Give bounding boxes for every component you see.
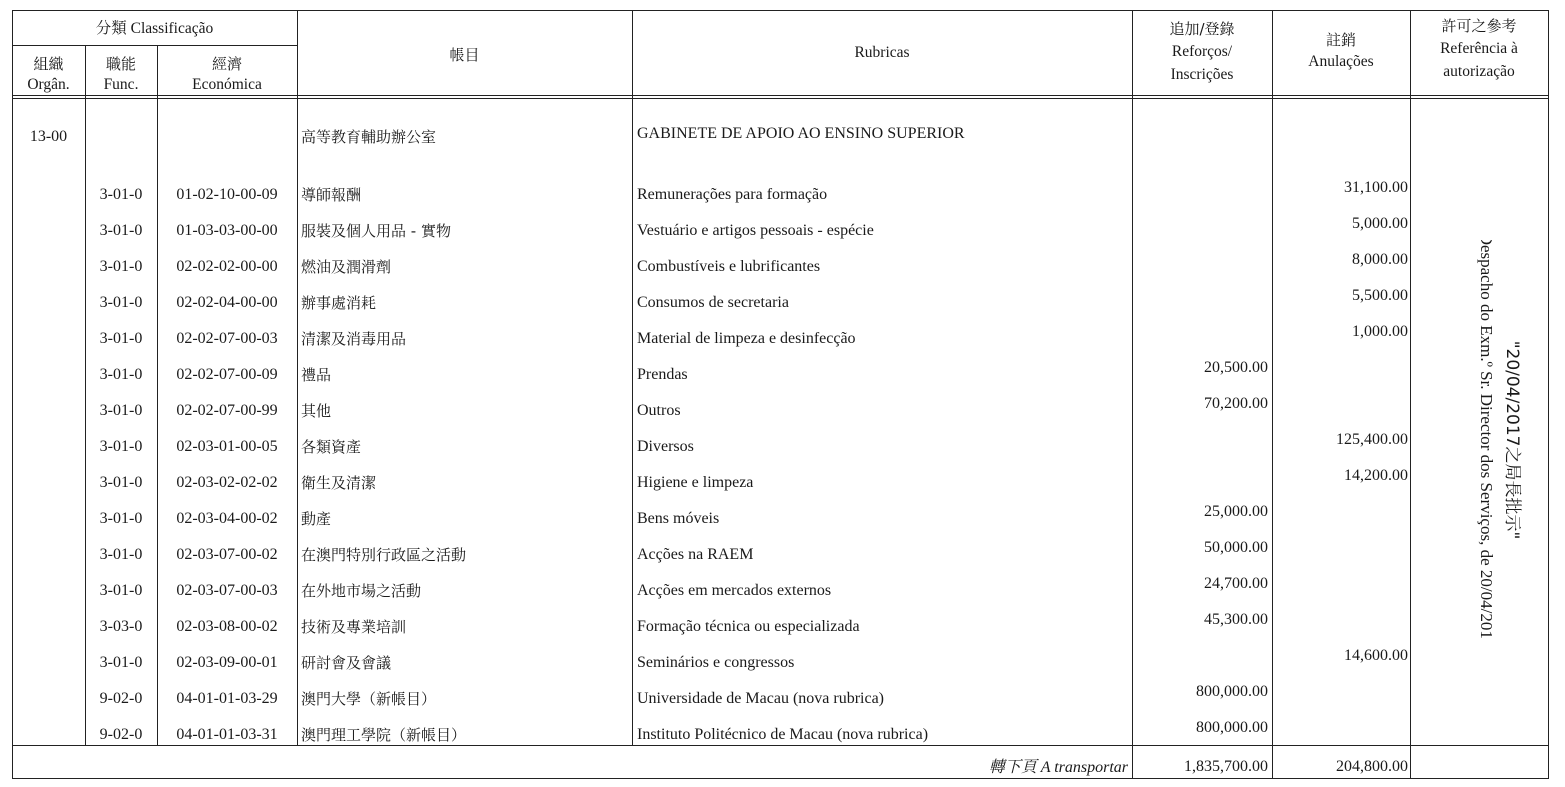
row-14-func: 3-01-0 bbox=[99, 654, 143, 671]
row-1-rubrica-pt: Remunerações para formação bbox=[637, 186, 828, 203]
grid-vline-6 bbox=[1272, 10, 1273, 779]
row-7-reforco: 70,200.00 bbox=[1204, 395, 1268, 412]
grid-vline-2 bbox=[157, 45, 158, 745]
row-4-rubrica-pt: Consumos de secretaria bbox=[637, 294, 789, 311]
row-14-anulacao: 14,600.00 bbox=[1344, 647, 1408, 664]
row-2-econ: 01-03-03-00-00 bbox=[176, 222, 278, 239]
row-1-anulacao: 31,100.00 bbox=[1344, 179, 1408, 196]
row-15-reforco: 800,000.00 bbox=[1196, 683, 1268, 700]
row-5-func: 3-01-0 bbox=[99, 330, 143, 347]
row-15-rubrica-zh: 澳門大學（新帳目） bbox=[301, 690, 437, 708]
classification-header: 分類 Classificação bbox=[95, 20, 214, 37]
row-11-rubrica-pt: Acções na RAEM bbox=[637, 546, 754, 563]
row-5-rubrica-pt: Material de limpeza e desinfecção bbox=[637, 330, 856, 347]
header-bottom-border-2 bbox=[12, 98, 1549, 99]
row-2-anulacao: 5,000.00 bbox=[1352, 215, 1408, 232]
row-7-func: 3-01-0 bbox=[99, 402, 143, 419]
row-4-econ: 02-02-04-00-00 bbox=[176, 294, 278, 311]
reforcos-header-zh: 追加/登錄 bbox=[1169, 20, 1235, 38]
row-4-rubrica-zh: 辦事處消耗 bbox=[301, 294, 377, 312]
row-10-econ: 02-03-04-00-02 bbox=[176, 510, 278, 527]
row-3-rubrica-zh: 燃油及潤滑劑 bbox=[301, 258, 392, 276]
grid-vline-4 bbox=[632, 10, 633, 745]
reforcos-header-2: Inscrições bbox=[1170, 66, 1234, 83]
row-13-rubrica-zh: 技術及專業培訓 bbox=[301, 618, 407, 636]
func-header-pt: Func. bbox=[103, 76, 139, 93]
row-3-rubrica-pt: Combustíveis e lubrificantes bbox=[637, 258, 821, 275]
grid-vline-0 bbox=[12, 10, 13, 779]
table-bottom-border bbox=[12, 778, 1549, 779]
row-10-rubrica-zh: 動產 bbox=[301, 510, 332, 528]
row-10-func: 3-01-0 bbox=[99, 510, 143, 527]
header-bottom-border bbox=[12, 95, 1549, 96]
row-3-econ: 02-02-02-00-00 bbox=[176, 258, 278, 275]
organ-code: 13-00 bbox=[29, 128, 68, 145]
row-5-econ: 02-02-07-00-03 bbox=[176, 330, 278, 347]
anulacoes-header-zh: 註銷 bbox=[1325, 31, 1356, 49]
row-10-rubrica-pt: Bens móveis bbox=[637, 510, 720, 527]
rubrica-header-zh: 帳目 bbox=[449, 46, 480, 64]
row-11-reforco: 50,000.00 bbox=[1204, 539, 1268, 556]
row-13-rubrica-pt: Formação técnica ou especializada bbox=[637, 618, 860, 635]
row-15-func: 9-02-0 bbox=[99, 690, 143, 707]
row-9-econ: 02-03-02-02-02 bbox=[176, 474, 278, 491]
row-1-econ: 01-02-10-00-09 bbox=[176, 186, 278, 203]
authorization-line-zh: "20/04/2017之局長批示" bbox=[1502, 340, 1522, 540]
row-12-reforco: 24,700.00 bbox=[1204, 575, 1268, 592]
row-16-func: 9-02-0 bbox=[99, 726, 143, 743]
row-10-reforco: 25,000.00 bbox=[1204, 503, 1268, 520]
anulacoes-header-pt: Anulações bbox=[1308, 53, 1374, 70]
row-8-anulacao: 125,400.00 bbox=[1336, 431, 1408, 448]
row-2-rubrica-pt: Vestuário e artigos pessoais - espécie bbox=[637, 222, 874, 239]
row-16-rubrica-pt: Instituto Politécnico de Macau (nova rubrica) bbox=[637, 726, 929, 743]
referencia-header-zh: 許可之參考 bbox=[1441, 17, 1517, 35]
row-8-rubrica-zh: 各類資產 bbox=[301, 438, 362, 456]
grid-vline-1 bbox=[85, 45, 86, 745]
row-13-econ: 02-03-08-00-02 bbox=[176, 618, 278, 635]
total-reforcos: 1,835,700.00 bbox=[1184, 758, 1268, 775]
total-anulacoes: 204,800.00 bbox=[1336, 758, 1408, 775]
row-16-econ: 04-01-01-03-31 bbox=[176, 726, 278, 743]
row-9-anulacao: 14,200.00 bbox=[1344, 467, 1408, 484]
row-4-anulacao: 5,500.00 bbox=[1352, 287, 1408, 304]
row-12-rubrica-zh: 在外地市場之活動 bbox=[301, 582, 422, 600]
row-6-rubrica-zh: 禮品 bbox=[301, 366, 332, 384]
authorization-reference bbox=[1425, 240, 1545, 640]
row-9-rubrica-pt: Higiene e limpeza bbox=[637, 474, 754, 491]
row-3-func: 3-01-0 bbox=[99, 258, 143, 275]
row-5-rubrica-zh: 清潔及消毒用品 bbox=[301, 330, 407, 348]
carry-forward-label: 轉下頁 A transportar bbox=[988, 759, 1128, 776]
row-2-rubrica-zh: 服裝及個人用品 - 實物 bbox=[301, 222, 451, 240]
footer-top-border bbox=[12, 745, 1549, 746]
row-2-func: 3-01-0 bbox=[99, 222, 143, 239]
row-9-rubrica-zh: 衛生及清潔 bbox=[301, 474, 377, 492]
grid-vline-7 bbox=[1410, 10, 1411, 779]
grid-vline-5 bbox=[1132, 10, 1133, 779]
row-6-econ: 02-02-07-00-09 bbox=[176, 366, 278, 383]
row-7-econ: 02-02-07-00-99 bbox=[176, 402, 278, 419]
row-11-rubrica-zh: 在澳門特別行政區之活動 bbox=[301, 546, 467, 564]
econ-header-pt: Económica bbox=[192, 76, 262, 93]
row-8-func: 3-01-0 bbox=[99, 438, 143, 455]
row-16-reforco: 800,000.00 bbox=[1196, 719, 1268, 736]
row-9-func: 3-01-0 bbox=[99, 474, 143, 491]
row-6-func: 3-01-0 bbox=[99, 366, 143, 383]
row-11-econ: 02-03-07-00-02 bbox=[176, 546, 278, 563]
organ-name-zh: 高等教育輔助辦公室 bbox=[301, 128, 437, 146]
table-top-border bbox=[12, 10, 1549, 11]
row-12-rubrica-pt: Acções em mercados externos bbox=[637, 582, 832, 599]
row-6-reforco: 20,500.00 bbox=[1204, 359, 1268, 376]
row-15-rubrica-pt: Universidade de Macau (nova rubrica) bbox=[637, 690, 884, 707]
row-3-anulacao: 8,000.00 bbox=[1352, 251, 1408, 268]
row-1-func: 3-01-0 bbox=[99, 186, 143, 203]
row-4-func: 3-01-0 bbox=[99, 294, 143, 311]
row-12-func: 3-01-0 bbox=[99, 582, 143, 599]
grid-vline-8 bbox=[1548, 10, 1549, 779]
row-7-rubrica-pt: Outros bbox=[637, 402, 681, 419]
econ-header-zh: 經濟 bbox=[211, 55, 242, 73]
row-15-econ: 04-01-01-03-29 bbox=[176, 690, 278, 707]
row-14-rubrica-pt: Seminários e congressos bbox=[637, 654, 795, 671]
organ-header-pt: Orgân. bbox=[27, 76, 70, 93]
row-8-econ: 02-03-01-00-05 bbox=[176, 438, 278, 455]
organ-header-zh: 組織 bbox=[33, 55, 64, 73]
organ-name-pt: GABINETE DE APOIO AO ENSINO SUPERIOR bbox=[637, 125, 965, 142]
func-header-zh: 職能 bbox=[105, 55, 136, 73]
row-11-func: 3-01-0 bbox=[99, 546, 143, 563]
rubrica-header-pt: Rubricas bbox=[854, 44, 910, 61]
grid-vline-3 bbox=[297, 10, 298, 745]
classification-divider bbox=[12, 45, 297, 46]
row-7-rubrica-zh: 其他 bbox=[301, 402, 332, 420]
row-13-func: 3-03-0 bbox=[99, 618, 143, 635]
row-14-econ: 02-03-09-00-01 bbox=[176, 654, 278, 671]
referencia-header-2: autorização bbox=[1443, 63, 1515, 80]
referencia-header-1: Referência à bbox=[1440, 40, 1518, 57]
authorization-line-pt: "Despacho do Exm.º Sr. Director dos Serviços, de 20/04/2017" bbox=[1477, 240, 1496, 640]
row-8-rubrica-pt: Diversos bbox=[637, 438, 694, 455]
row-16-rubrica-zh: 澳門理工學院（新帳目） bbox=[301, 726, 467, 744]
row-1-rubrica-zh: 導師報酬 bbox=[301, 186, 362, 204]
row-6-rubrica-pt: Prendas bbox=[637, 366, 688, 383]
row-5-anulacao: 1,000.00 bbox=[1352, 323, 1408, 340]
row-13-reforco: 45,300.00 bbox=[1204, 611, 1268, 628]
reforcos-header-1: Reforços/ bbox=[1171, 43, 1233, 60]
row-12-econ: 02-03-07-00-03 bbox=[176, 582, 278, 599]
row-14-rubrica-zh: 研討會及會議 bbox=[301, 654, 392, 672]
